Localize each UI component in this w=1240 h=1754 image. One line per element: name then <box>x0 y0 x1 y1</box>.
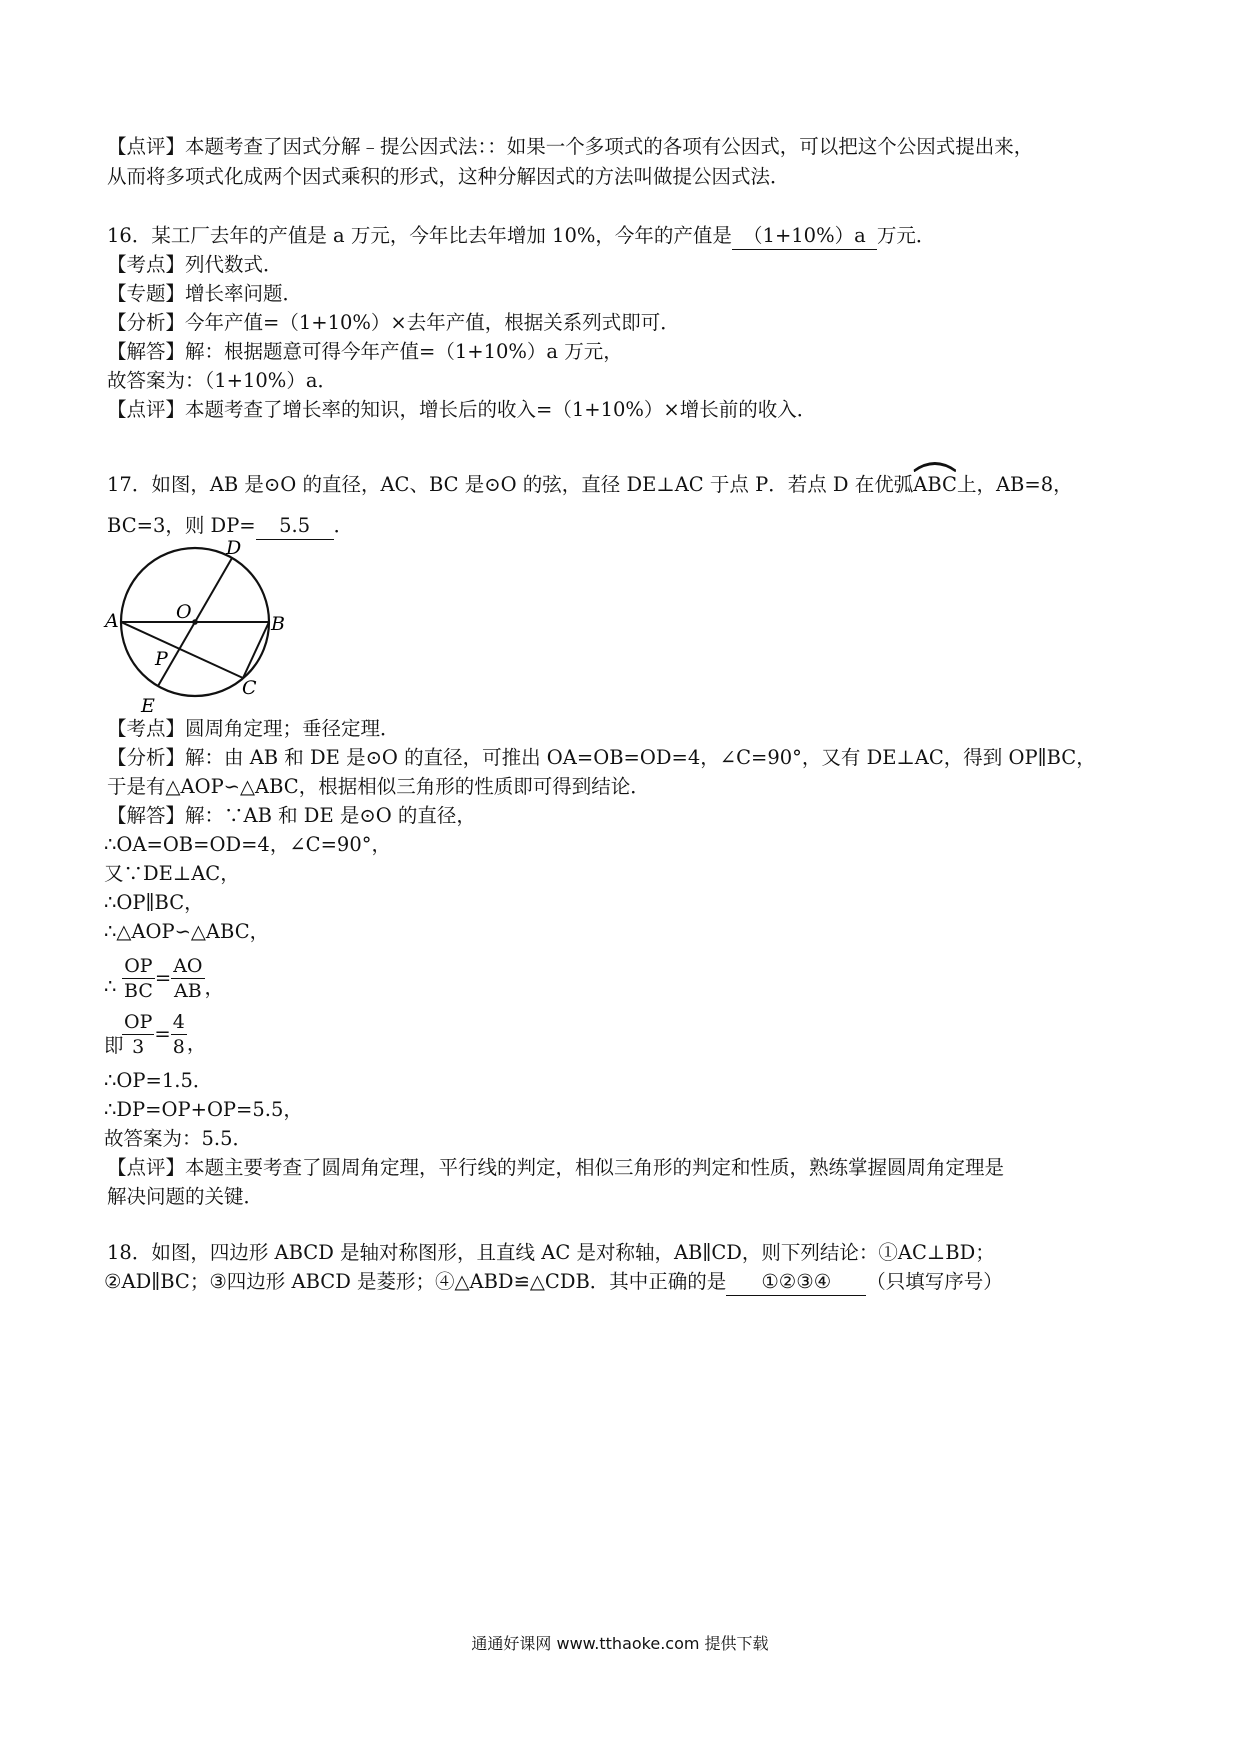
q16-answer-blank: （1+10%）a <box>732 223 877 250</box>
fraction-4-8: $\frac{4}{8}$ <box>172 1011 185 1058</box>
q17-step6: 即 $\frac{OP}{3}$ = $\frac{4}{8}$ ， <box>104 1011 207 1058</box>
q17-arc-abc: ABC <box>913 470 957 500</box>
chord-bc <box>243 622 269 678</box>
label-b: B <box>271 613 285 635</box>
page-footer: 通通好课网 www.tthaoke.com 提供下载 <box>471 1634 769 1653</box>
q17-answer-blank: 5.5 <box>256 513 334 540</box>
arc-mark-icon <box>913 460 957 472</box>
fraction-op-3: $\frac{OP}{3}$ <box>124 1011 153 1058</box>
label-a: A <box>105 610 119 632</box>
center-point <box>192 619 198 625</box>
q17-question-suffix: 上，AB=8， <box>956 473 1073 496</box>
fraction-ao-ab: $\frac{AO}{AB}$ <box>173 955 203 1002</box>
q17-question-prefix: 17．如图，AB 是⊙O 的直径，AC、BC 是⊙O 的弦，直径 DE⊥AC 于点 P．若点 D 在优弧 <box>107 473 914 496</box>
label-e: E <box>141 695 155 717</box>
fraction-op-bc: $\frac{OP}{BC}$ <box>124 955 153 1002</box>
label-p: P <box>155 648 168 670</box>
q17-circle-figure <box>100 535 300 720</box>
label-o: O <box>176 601 192 623</box>
q17-step5: ∴ $\frac{OP}{BC}$ = $\frac{AO}{AB}$ ， <box>104 955 225 1002</box>
q16-question-suffix: 万元． <box>876 224 936 247</box>
q18-answer-blank: ①②③④ <box>726 1269 866 1296</box>
label-d: D <box>226 537 242 559</box>
label-c: C <box>242 677 257 699</box>
document-page: 【点评】本题考查了因式分解﹣提公因式法：：如果一个多项式的各项有公因式，可以把这个公因式提出来， 从而将多项式化成两个因式乘积的形式，这种分解因式的方法叫做提公因式法． 16．某工厂去年的产值是 a 万元，今年比去年增加 10%，今年的产值是 （1+10%）a 万元． 【考点】列代数式． 【专题】增长率问题． 【分析】今年产值=（1+10%）×去年产值，根据关系列式即可． 【解答】解：根据题意可得今年产值=（1+10%）a 万元， 故答案为：（1+10%）a． 【点评】本题考查了增长率的知识，增长后的收入=（1+10%）×增长前的收入． 17．如图，AB 是⊙O 的直径，AC、BC 是⊙O 的弦，直径 DE⊥AC 于点 P．若点 D 在优弧 ABC上，AB=8， BC=3，则 DP= 5.5 ． A B C D E O P 【考点】圆周角定理；垂径定理． 【分析】解：由 AB 和 DE 是⊙O 的直径，可推出 OA=OB=OD=4，∠C=90°，又有 DE⊥AC，得到 OP∥BC， 于是有△AOP∽△ABC，根据相似三角形的性质即可得到结论． 【解答】解：∵AB 和 DE 是⊙O 的直径， ∴OA=OB=OD=4，∠C=90°， 又∵DE⊥AC， ∴OP∥BC， ∴△AOP∽△ABC， ∴ $\frac{OP}{BC}$ = $\frac{AO}{AB}$ ， 即 $\frac{OP}{3}$ = $\frac{4}{8}$ ， ∴OP=1.5． ∴DP=OP+OP=5.5， 故答案为：5.5． 【点评】本题主要考查了圆周角定理，平行线的判定，相似三角形的判定和性质，熟练掌握圆周角定理是 解决问题的关键． 18．如图，四边形 ABCD 是轴对称图形，且直线 AC 是对称轴，AB∥CD，则下列结论：①AC⊥BD； ②AD∥BC；③四边形 ABCD 是菱形；④△ABD≌△CDB．其中正确的是 ①②③④ （只填写序号） 通通好课网 www.tthaoke.com 提供下载 <box>0 0 1240 1754</box>
q16-question-prefix: 16．某工厂去年的产值是 a 万元，今年比去年增加 10%，今年的产值是 <box>107 224 732 247</box>
